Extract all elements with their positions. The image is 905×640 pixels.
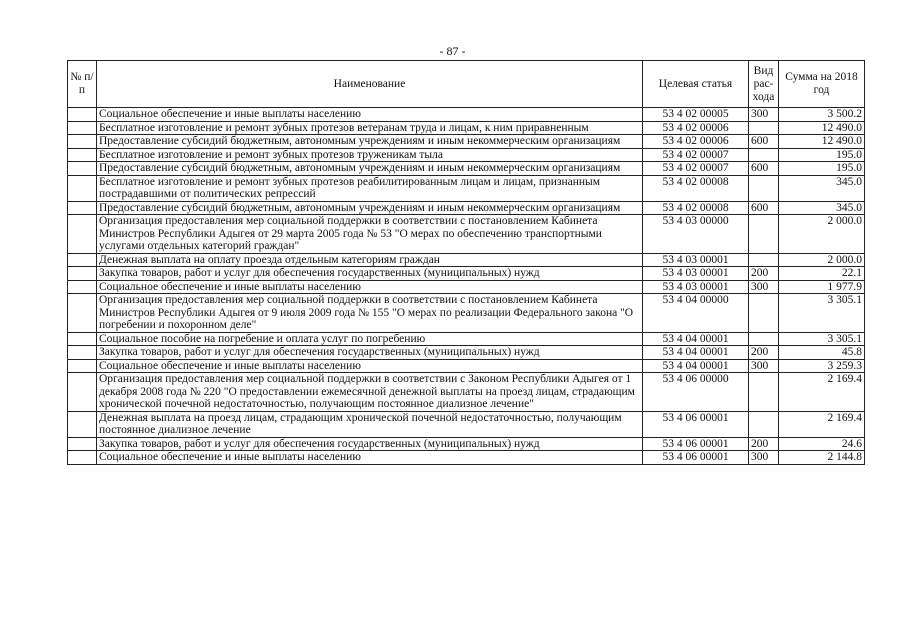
cell-num <box>68 162 97 176</box>
table-row <box>68 451 865 465</box>
cell-type: 300 <box>749 451 779 465</box>
cell-type <box>749 253 779 267</box>
table-row <box>68 359 865 373</box>
cell-num <box>68 280 97 294</box>
cell-code: 53 4 04 00001 <box>643 359 749 373</box>
cell-sum: 195.0 <box>779 148 865 162</box>
cell-sum: 3 305.1 <box>779 332 865 346</box>
cell-name: Социальное обеспечение и иные выплаты населению <box>97 280 643 294</box>
cell-name: Бесплатное изготовление и ремонт зубных протезов ветеранам труда и лицам, к ним приравненным <box>97 121 643 135</box>
cell-type <box>749 148 779 162</box>
cell-sum: 2 169.4 <box>779 373 865 412</box>
cell-sum: 2 000.0 <box>779 215 865 254</box>
cell-type: 300 <box>749 359 779 373</box>
cell-code: 53 4 02 00007 <box>643 148 749 162</box>
cell-type: 600 <box>749 201 779 215</box>
header-code: Целевая статья <box>643 61 749 108</box>
cell-type <box>749 215 779 254</box>
header-num: № п/п <box>68 61 97 108</box>
table-row <box>68 175 865 201</box>
cell-num <box>68 373 97 412</box>
cell-code: 53 4 03 00000 <box>643 215 749 254</box>
cell-num <box>68 175 97 201</box>
cell-type: 300 <box>749 108 779 122</box>
header-sum: Сумма на 2018 год <box>779 61 865 108</box>
cell-type: 300 <box>749 280 779 294</box>
table-row <box>68 108 865 122</box>
cell-type <box>749 373 779 412</box>
cell-sum: 2 000.0 <box>779 253 865 267</box>
cell-sum: 3 259.3 <box>779 359 865 373</box>
cell-code: 53 4 06 00001 <box>643 437 749 451</box>
cell-sum: 1 977.9 <box>779 280 865 294</box>
table-row <box>68 280 865 294</box>
budget-table <box>67 60 865 465</box>
cell-type <box>749 294 779 333</box>
cell-sum: 12 490.0 <box>779 135 865 149</box>
cell-sum: 12 490.0 <box>779 121 865 135</box>
cell-sum: 345.0 <box>779 175 865 201</box>
cell-name: Организация предоставления мер социальной поддержки в соответствии с постановлением Кабинета Министров Республики Адыгея от 29 марта 2005 года № 53 "О мерах по обеспечению транспортными услугами отдельных категорий граждан" <box>97 215 643 254</box>
cell-code: 53 4 03 00001 <box>643 253 749 267</box>
cell-sum: 22.1 <box>779 267 865 281</box>
table-row <box>68 267 865 281</box>
table-header-row <box>68 61 865 108</box>
cell-sum: 2 169.4 <box>779 411 865 437</box>
cell-sum: 24.6 <box>779 437 865 451</box>
cell-sum: 3 500.2 <box>779 108 865 122</box>
cell-name: Бесплатное изготовление и ремонт зубных протезов труженикам тыла <box>97 148 643 162</box>
table-row <box>68 332 865 346</box>
cell-code: 53 4 03 00001 <box>643 280 749 294</box>
cell-code: 53 4 02 00006 <box>643 135 749 149</box>
cell-num <box>68 108 97 122</box>
cell-type: 600 <box>749 162 779 176</box>
cell-code: 53 4 02 00008 <box>643 175 749 201</box>
cell-code: 53 4 02 00005 <box>643 108 749 122</box>
cell-code: 53 4 06 00000 <box>643 373 749 412</box>
table-row <box>68 215 865 254</box>
cell-code: 53 4 06 00001 <box>643 411 749 437</box>
cell-code: 53 4 02 00007 <box>643 162 749 176</box>
cell-code: 53 4 04 00000 <box>643 294 749 333</box>
cell-sum: 2 144.8 <box>779 451 865 465</box>
cell-name: Закупка товаров, работ и услуг для обеспечения государственных (муниципальных) нужд <box>97 267 643 281</box>
page-number: - 87 - <box>439 44 466 58</box>
cell-type <box>749 121 779 135</box>
cell-code: 53 4 03 00001 <box>643 267 749 281</box>
cell-num <box>68 267 97 281</box>
cell-num <box>68 201 97 215</box>
table-row <box>68 148 865 162</box>
cell-num <box>68 121 97 135</box>
cell-num <box>68 135 97 149</box>
cell-type <box>749 332 779 346</box>
table-row <box>68 253 865 267</box>
cell-code: 53 4 02 00008 <box>643 201 749 215</box>
cell-type: 200 <box>749 267 779 281</box>
cell-sum: 45.8 <box>779 346 865 360</box>
cell-num <box>68 346 97 360</box>
cell-name: Закупка товаров, работ и услуг для обеспечения государственных (муниципальных) нужд <box>97 437 643 451</box>
table-row <box>68 162 865 176</box>
cell-type <box>749 175 779 201</box>
cell-name: Организация предоставления мер социальной поддержки в соответствии с Законом Республики Адыгея от 1 декабря 2008 года № 220 "О предоставлении ежемесячной денежной выплаты на проезд лицам, страдающим хронической почечной недостаточностью, получающим постоянное диализное лечение" <box>97 373 643 412</box>
cell-name: Предоставление субсидий бюджетным, автономным учреждениям и иным некоммерческим организациям <box>97 135 643 149</box>
cell-sum: 345.0 <box>779 201 865 215</box>
cell-num <box>68 332 97 346</box>
cell-sum: 3 305.1 <box>779 294 865 333</box>
table-row <box>68 373 865 412</box>
cell-name: Предоставление субсидий бюджетным, автономным учреждениям и иным некоммерческим организациям <box>97 162 643 176</box>
table-body <box>68 108 865 465</box>
cell-code: 53 4 04 00001 <box>643 332 749 346</box>
table-row <box>68 294 865 333</box>
header-type: Вид рас-хода <box>749 61 779 108</box>
cell-num <box>68 148 97 162</box>
cell-num <box>68 253 97 267</box>
cell-type <box>749 411 779 437</box>
header-name: Наименование <box>97 61 643 108</box>
table-row <box>68 411 865 437</box>
cell-name: Бесплатное изготовление и ремонт зубных протезов реабилитированным лицам и лицам, признанным пострадавшими от политических репрессий <box>97 175 643 201</box>
cell-name: Социальное обеспечение и иные выплаты населению <box>97 451 643 465</box>
cell-num <box>68 437 97 451</box>
cell-name: Социальное пособие на погребение и оплата услуг по погребению <box>97 332 643 346</box>
table-row <box>68 201 865 215</box>
cell-sum: 195.0 <box>779 162 865 176</box>
cell-num <box>68 451 97 465</box>
cell-name: Социальное обеспечение и иные выплаты населению <box>97 108 643 122</box>
table-row <box>68 437 865 451</box>
cell-num <box>68 294 97 333</box>
cell-name: Предоставление субсидий бюджетным, автономным учреждениям и иным некоммерческим организациям <box>97 201 643 215</box>
cell-code: 53 4 04 00001 <box>643 346 749 360</box>
cell-name: Денежная выплата на проезд лицам, страдающим хронической почечной недостаточностью, получающим постоянное диализное лечение <box>97 411 643 437</box>
cell-num <box>68 411 97 437</box>
cell-code: 53 4 06 00001 <box>643 451 749 465</box>
table-row <box>68 121 865 135</box>
cell-name: Организация предоставления мер социальной поддержки в соответствии с постановлением Кабинета Министров Республики Адыгея от 9 июля 2009 года № 155 "О мерах по реализации Федерального закона "О погребении и похоронном деле" <box>97 294 643 333</box>
cell-name: Закупка товаров, работ и услуг для обеспечения государственных (муниципальных) нужд <box>97 346 643 360</box>
cell-num <box>68 215 97 254</box>
table-row <box>68 346 865 360</box>
cell-num <box>68 359 97 373</box>
cell-name: Социальное обеспечение и иные выплаты населению <box>97 359 643 373</box>
cell-code: 53 4 02 00006 <box>643 121 749 135</box>
cell-type: 200 <box>749 346 779 360</box>
table-row <box>68 135 865 149</box>
cell-type: 200 <box>749 437 779 451</box>
cell-type: 600 <box>749 135 779 149</box>
cell-name: Денежная выплата на оплату проезда отдельным категориям граждан <box>97 253 643 267</box>
